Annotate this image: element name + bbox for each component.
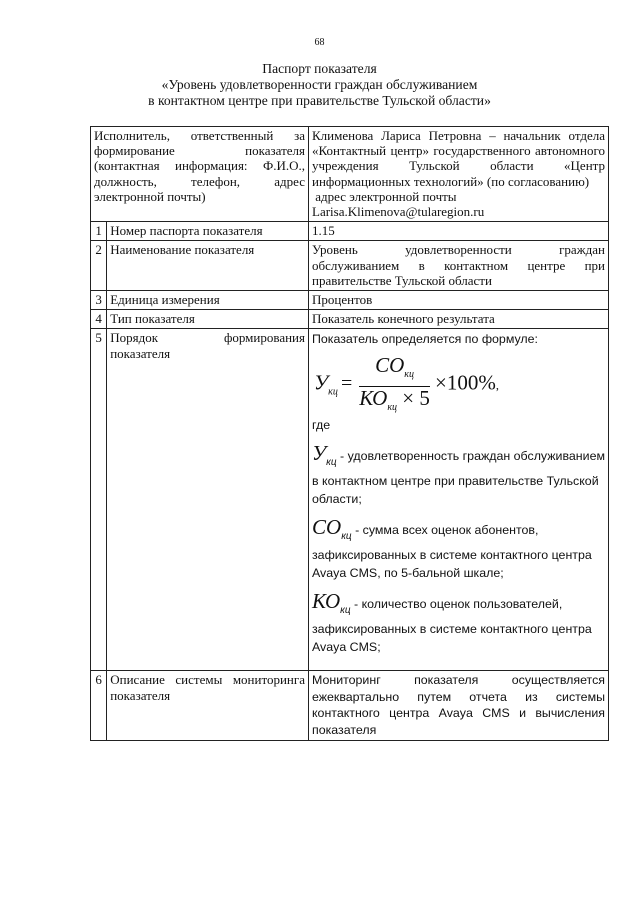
row-number: 2 — [91, 241, 107, 291]
table-row — [91, 241, 609, 291]
responsible-label-cell — [91, 127, 309, 222]
indicator-name: Уровень удовлетворенности граждан обслуживанием в контактном центре при правительстве Тульской области — [312, 242, 605, 288]
table-row — [91, 222, 609, 241]
row-label — [107, 671, 309, 741]
formula-times-100: ×100% — [435, 370, 496, 395]
definition-sum — [312, 515, 605, 582]
definition-count — [312, 589, 605, 656]
row-number: 3 — [91, 291, 107, 310]
formula-cell — [309, 329, 609, 671]
def-sub: кц — [326, 457, 337, 469]
row-number: 4 — [91, 310, 107, 329]
row-value: 1.15 — [309, 222, 609, 241]
row-value — [309, 671, 609, 741]
formula-equals: = — [340, 372, 358, 395]
def-symbol: У — [312, 441, 327, 466]
monitoring-label: Описание системы мониторинга показателя — [110, 672, 305, 703]
formation-order-label: Порядок формирования показателя — [110, 330, 305, 361]
def-symbol: КО — [312, 589, 341, 614]
denominator-symbol: КО — [359, 386, 388, 411]
indicator-passport-table — [90, 126, 609, 741]
row-label: Тип показателя — [107, 310, 309, 329]
row-label — [107, 329, 309, 671]
denominator-times-5: × 5 — [397, 386, 430, 411]
responsible-label: Исполнитель, ответственный за формирование показателя (контактная информация: Ф.И.О., должность, телефон, адрес электронной почты) — [94, 128, 305, 204]
def-text: - сумма всех оценок абонентов, зафиксированных в системе контактного центра Avaya CMS, по 5-бальной шкале; — [312, 523, 592, 581]
email-address: Larisa.Klimenova@tularegion.ru — [312, 204, 485, 220]
where-label: где — [312, 418, 331, 433]
formula-lhs: У — [314, 370, 329, 395]
responsible-value: Клименова Лариса Петровна – начальник отдела «Контактный центр» государственного автономного учреждения Тульской области «Центр информационных технологий» (по согласованию) — [312, 128, 605, 189]
page-number: 68 — [314, 37, 325, 48]
row-value — [309, 241, 609, 291]
responsible-value-cell — [309, 127, 609, 222]
email-label: адрес электронной почты — [312, 188, 457, 204]
table-row-formula — [91, 329, 609, 671]
formula-numerator — [359, 353, 430, 387]
row-label: Единица измерения — [107, 291, 309, 310]
table-row — [91, 291, 609, 310]
title-line-3: в контактном центре при правительстве Тульской области» — [148, 93, 491, 108]
row-value: Показатель конечного результата — [309, 310, 609, 329]
numerator-symbol: СО — [375, 353, 405, 378]
def-text: - количество оценок пользователей, зафиксированных в системе контактного центра Avaya CMS; — [312, 597, 592, 655]
table-row — [91, 310, 609, 329]
def-sub: кц — [341, 531, 352, 543]
def-sub: кц — [340, 605, 351, 617]
title-line-1: Паспорт показателя — [262, 61, 377, 76]
title-line-2: «Уровень удовлетворенности граждан обслуживанием — [161, 77, 478, 92]
row-label: Наименование показателя — [107, 241, 309, 291]
denominator-sub: кц — [387, 402, 398, 414]
formula-lhs-sub: кц — [328, 386, 338, 398]
row-number: 6 — [91, 671, 107, 741]
formula-intro: Показатель определяется по формуле: — [312, 332, 538, 347]
definition-satisfaction — [312, 441, 605, 508]
formula-denominator — [359, 387, 430, 417]
row-number: 1 — [91, 222, 107, 241]
table-row-monitoring — [91, 671, 609, 741]
formula-fraction — [359, 353, 430, 417]
formula — [312, 348, 605, 414]
document-title — [0, 61, 639, 109]
formula-comma: , — [495, 378, 499, 393]
row-label: Номер паспорта показателя — [107, 222, 309, 241]
table-row-responsible — [91, 127, 609, 222]
def-text: - удовлетворенность граждан обслуживанием в контактном центре при правительстве Тульской области; — [312, 449, 605, 507]
row-number: 5 — [91, 329, 107, 671]
numerator-sub: кц — [404, 369, 414, 381]
def-symbol: СО — [312, 515, 342, 540]
row-value: Процентов — [309, 291, 609, 310]
monitoring-description: Мониторинг показателя осуществляется ежеквартально путем отчета из системы контактного центра Avaya CMS и вычисления показателя — [312, 673, 605, 737]
